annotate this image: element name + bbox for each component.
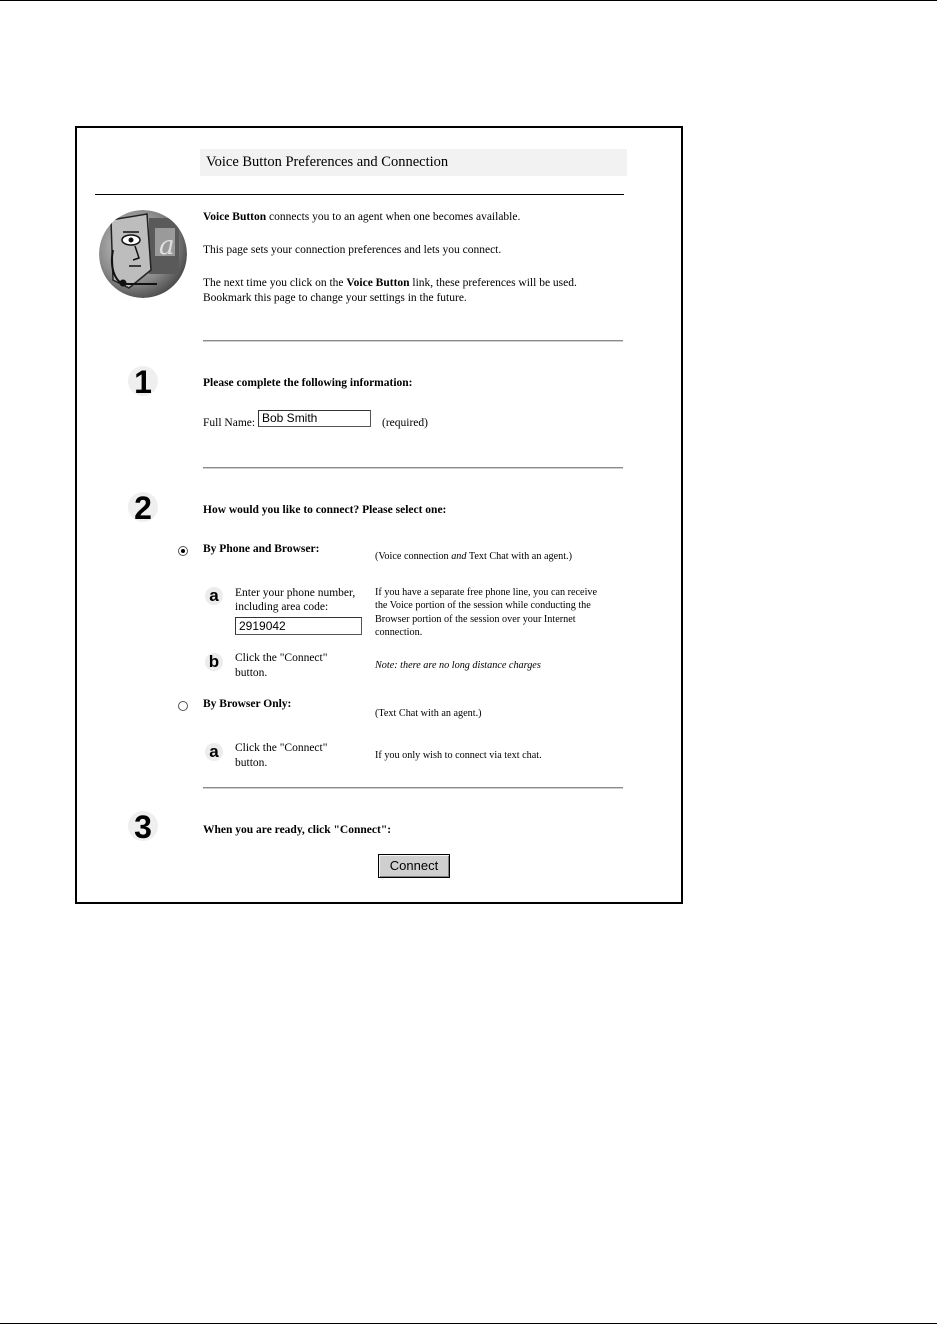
browser-info: If you only wish to connect via text chat. [375, 750, 542, 761]
title-bar [200, 149, 627, 176]
phone-desc-post: Text Chat with an agent.) [466, 551, 572, 562]
required-note: (required) [382, 417, 428, 429]
intro-post-3: link, these preferences will be used. [409, 277, 577, 289]
browser-step-a-line1: Click the "Connect" [235, 742, 328, 754]
phone-step-a-letter: a [205, 587, 223, 605]
intro-bold-1: Voice Button [203, 211, 267, 223]
divider-2 [203, 467, 623, 469]
phone-info-line1: If you have a separate free phone line, you can receive [375, 587, 598, 598]
browser-option-description: (Text Chat with an agent.) [375, 708, 482, 719]
phone-info-line3: Browser portion of the session over your Internet [375, 614, 576, 625]
header-divider [95, 194, 624, 195]
step-3-heading: When you are ready, click "Connect": [203, 824, 392, 836]
phone-info-line2: the Voice portion of the session while conducting the [375, 600, 591, 611]
step-2-heading: How would you like to connect? Please select one: [203, 504, 447, 516]
phone-step-b-line1: Click the "Connect" [235, 652, 328, 664]
svg-text:a: a [159, 231, 175, 261]
phone-step-b-line2: button. [235, 667, 268, 679]
page-bottom-rule [0, 1323, 937, 1324]
browser-only-radio[interactable] [178, 701, 188, 711]
connect-button[interactable]: Connect [378, 854, 450, 878]
step-1-heading: Please complete the following information: [203, 377, 413, 389]
intro-line-4: Bookmark this page to change your settings in the future. [203, 292, 467, 304]
intro-line-3 [203, 276, 577, 291]
radio-selected-dot [181, 549, 185, 553]
intro-line-2: This page sets your connection preferences and lets you connect. [203, 244, 502, 256]
step-2-number: 2 [128, 492, 158, 522]
phone-and-browser-label[interactable]: By Phone and Browser: [203, 543, 320, 555]
phone-and-browser-radio[interactable] [178, 546, 188, 556]
intro-bold-3: Voice Button [346, 277, 410, 289]
browser-step-a-line2: button. [235, 757, 268, 769]
browser-step-a-letter: a [205, 743, 223, 761]
phone-step-b-letter: b [205, 653, 223, 671]
phone-step-a-line1: Enter your phone number, [235, 587, 356, 599]
agent-headset-icon [99, 210, 187, 298]
phone-step-a-line2: including area code: [235, 601, 329, 613]
divider-3 [203, 787, 623, 789]
phone-desc-em: and [451, 551, 467, 562]
phone-number-input[interactable] [235, 617, 362, 635]
phone-option-description [375, 550, 572, 564]
browser-only-label[interactable]: By Browser Only: [203, 698, 292, 710]
full-name-label: Full Name: [203, 417, 256, 429]
phone-desc-pre: (Voice connection [375, 551, 452, 562]
intro-pre-3: The next time you click on the [203, 277, 347, 289]
page-top-rule [0, 0, 937, 1]
intro-line-1 [203, 210, 520, 225]
voice-button-page [75, 126, 683, 904]
page-title: Voice Button Preferences and Connection [206, 154, 449, 170]
intro-rest-1: connects you to an agent when one becomes available. [266, 211, 521, 223]
phone-info-line4: connection. [375, 627, 423, 638]
long-distance-note: Note: there are no long distance charges [375, 660, 541, 671]
full-name-input[interactable] [258, 410, 371, 427]
step-1-number: 1 [128, 366, 158, 396]
divider-1 [203, 340, 623, 342]
step-3-number: 3 [128, 811, 158, 841]
